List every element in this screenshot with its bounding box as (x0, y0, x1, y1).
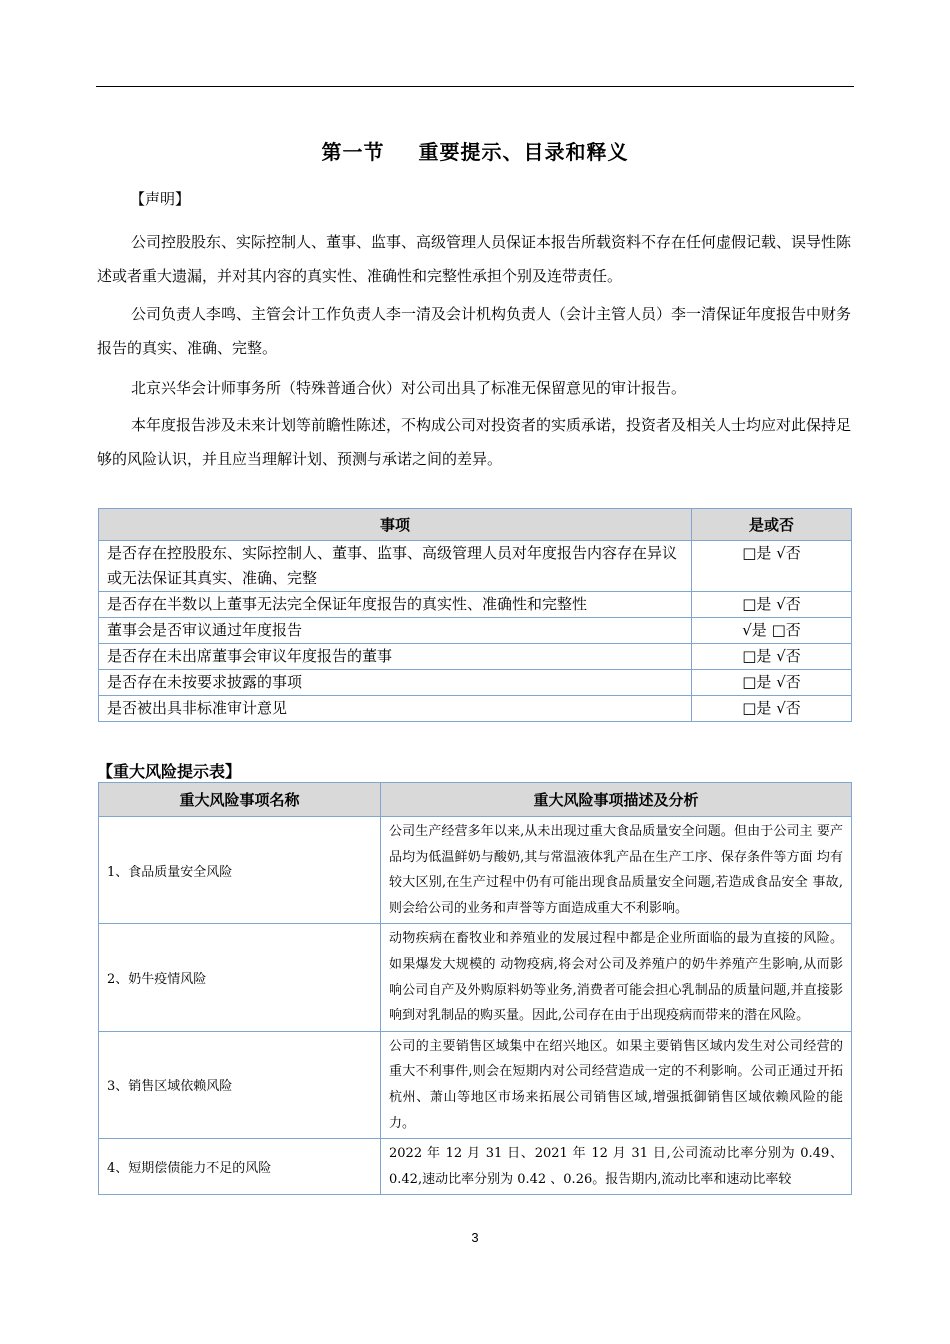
risk-name: 2、奶牛疫情风险 (99, 924, 381, 1031)
risk-description: 公司生产经营多年以来,从未出现过重大食品质量安全问题。但由于公司主 要产品均为低温鲜奶与酸奶,其与常温液体乳产品在生产工序、保存条件等方面 均有较大区别,在生产过程中仍有可能出现食品质量安全问题,若造成食品安全 事故,则会给公司的业务和声誉等方面造成重大不利影响。 (381, 817, 852, 924)
checklist-answer: □是 √否 (692, 541, 852, 592)
checklist-item: 是否存在未出席董事会审议年度报告的董事 (99, 644, 692, 670)
checklist-answer: √是 □否 (692, 618, 852, 644)
checklist-item: 是否存在未按要求披露的事项 (99, 670, 692, 696)
paragraph-4: 本年度报告涉及未来计划等前瞻性陈述，不构成公司对投资者的实质承诺，投资者及相关人士均应对此保持足够的风险认识，并且应当理解计划、预测与承诺之间的差异。 (97, 416, 852, 468)
statement-label: 【声明】 (130, 190, 191, 208)
table-row (99, 670, 852, 696)
table-header-row (99, 509, 852, 541)
section-number: 第一节 (321, 140, 385, 164)
header-risk-name: 重大风险事项名称 (99, 783, 381, 817)
risk-description: 公司的主要销售区域集中在绍兴地区。如果主要销售区域内发生对公司经营的重大不利事件,则会在短期内对公司经营造成一定的不利影响。公司正通过开拓杭州、萧山等地区市场来拓展公司销售区域,增强抵御销售区域依赖风险的能力。 (381, 1031, 852, 1138)
paragraph-2: 公司负责人李鸣、主管会计工作负责人李一清及会计机构负责人（会计主管人员）李一清保证年度报告中财务报告的真实、准确、完整。 (97, 305, 852, 357)
table-row (99, 696, 852, 722)
risk-name: 4、短期偿债能力不足的风险 (99, 1139, 381, 1195)
checklist-item: 是否存在半数以上董事无法完全保证年度报告的真实性、准确性和完整性 (99, 592, 692, 618)
table-row (99, 541, 852, 592)
table-row (99, 1031, 852, 1138)
table-row (99, 592, 852, 618)
checklist-item: 董事会是否审议通过年度报告 (99, 618, 692, 644)
header-risk-desc: 重大风险事项描述及分析 (381, 783, 852, 817)
section-title (0, 136, 950, 165)
risk-description: 2022 年 12 月 31 日、2021 年 12 月 31 日,公司流动比率分别为 0.49、0.42,速动比率分别为 0.42 、0.26。报告期内,流动比率和速动比率较 (381, 1139, 852, 1195)
paragraph-3: 北京兴华会计师事务所（特殊普通合伙）对公司出具了标准无保留意见的审计报告。 (131, 379, 687, 397)
header-item: 事项 (99, 509, 692, 541)
risk-name: 3、销售区域依赖风险 (99, 1031, 381, 1138)
header-yes-no: 是或否 (692, 509, 852, 541)
table-row (99, 618, 852, 644)
checklist-answer: □是 √否 (692, 644, 852, 670)
table-row (99, 817, 852, 924)
major-risk-table (98, 782, 852, 1195)
risk-description: 动物疾病在畜牧业和养殖业的发展过程中都是企业所面临的最为直接的风险。如果爆发大规模的 动物疫病,将会对公司及养殖户的奶牛养殖产生影响,从而影响公司自产及外购原料奶等业务,消费者可能会担心乳制品的质量问题,并直接影响到对乳制品的购买量。因此,公司存在由于出现疫病而带来的潜在风险。 (381, 924, 852, 1031)
table-row (99, 1139, 852, 1195)
checklist-item: 是否存在控股股东、实际控制人、董事、监事、高级管理人员对年度报告内容存在异议或无法保证其真实、准确、完整 (99, 541, 692, 592)
checklist-answer: □是 √否 (692, 696, 852, 722)
disclosure-checklist-table (98, 508, 852, 722)
checklist-answer: □是 √否 (692, 592, 852, 618)
header-rule (96, 86, 854, 87)
paragraph-1: 公司控股股东、实际控制人、董事、监事、高级管理人员保证本报告所载资料不存在任何虚假记载、误导性陈述或者重大遗漏，并对其内容的真实性、准确性和完整性承担个别及连带责任。 (97, 233, 852, 285)
section-name: 重要提示、目录和释义 (418, 140, 629, 164)
risk-table-heading: 【重大风险提示表】 (97, 762, 242, 781)
table-row (99, 644, 852, 670)
checklist-item: 是否被出具非标准审计意见 (99, 696, 692, 722)
risk-name: 1、食品质量安全风险 (99, 817, 381, 924)
table-header-row (99, 783, 852, 817)
table-row (99, 924, 852, 1031)
checklist-answer: □是 √否 (692, 670, 852, 696)
page-number: 3 (471, 1230, 479, 1245)
